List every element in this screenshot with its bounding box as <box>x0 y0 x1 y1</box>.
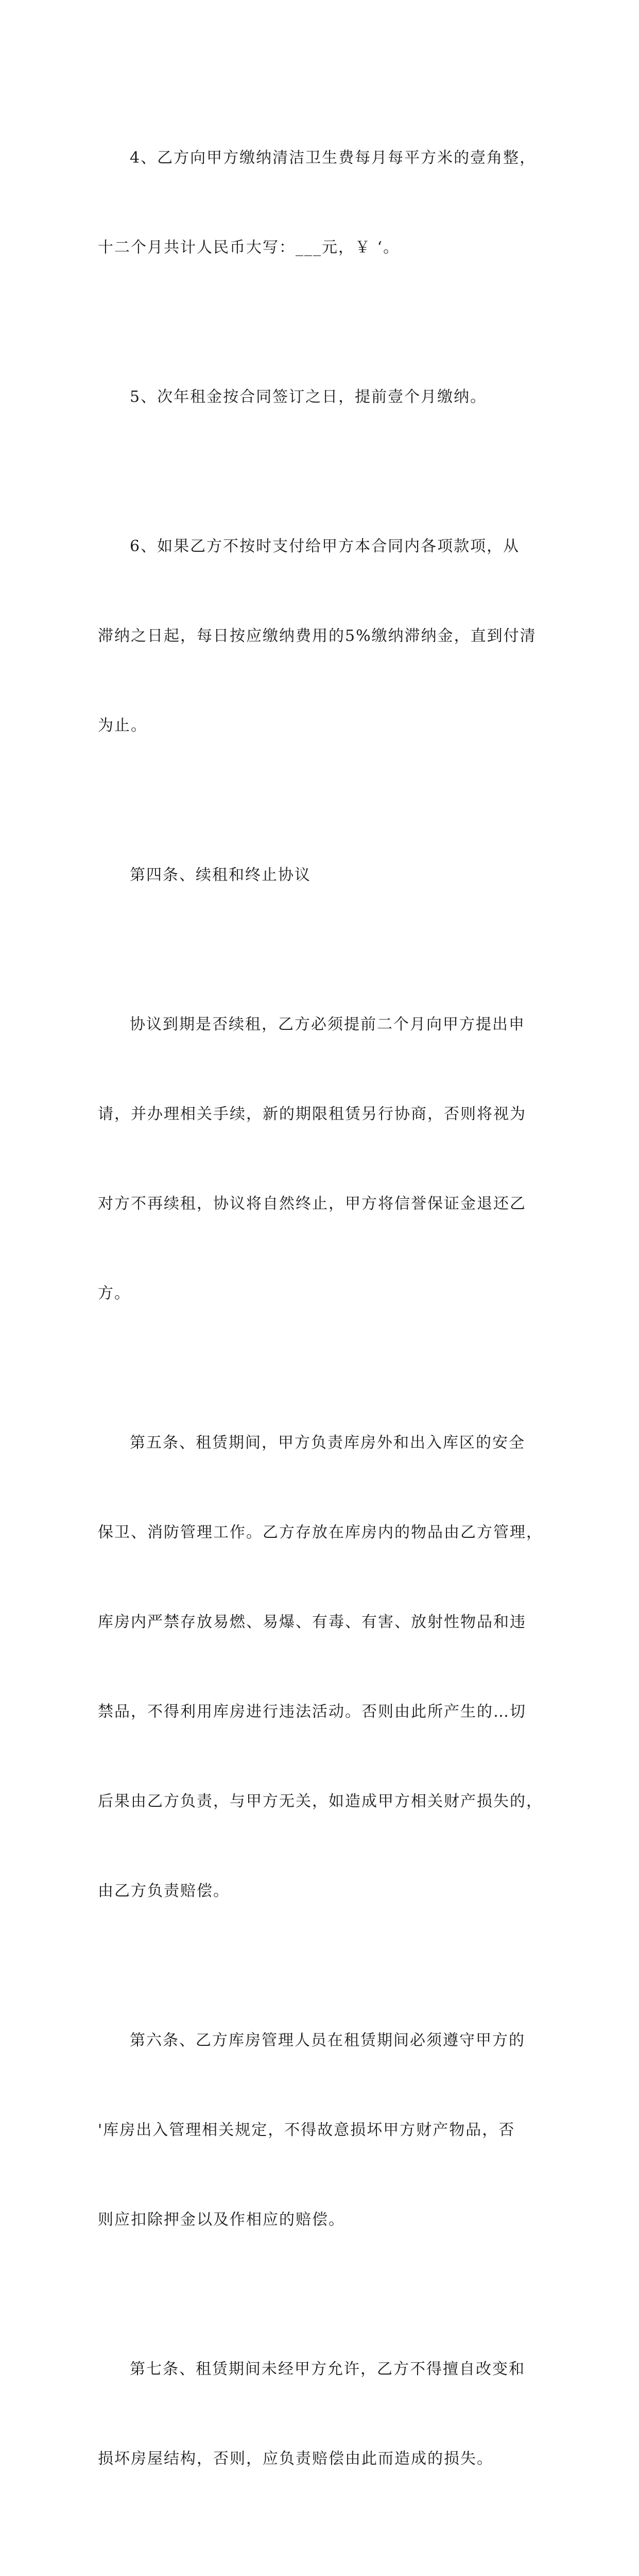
article-5 <box>98 1368 546 1966</box>
paragraph-line: 第五条、租赁期间，甲方负责库房外和出入库区的安全 <box>130 1434 525 1452</box>
document-body <box>98 83 546 2576</box>
paragraph-line: 则应扣除押金以及作相应的赔偿。 <box>98 2211 345 2229</box>
article-8 <box>98 2534 546 2576</box>
paragraph-line: 由乙方负责赔偿。 <box>98 1882 230 1900</box>
paragraph-line: 4、乙方向甲方缴纳清洁卫生费每月每平方米的壹角整， <box>130 149 537 167</box>
paragraph-line: 5、次年租金按合同签订之日，提前壹个月缴纳。 <box>130 388 487 406</box>
paragraph-line: 第七条、租赁期间未经甲方允许，乙方不得擅自改变和 <box>130 2360 525 2378</box>
paragraph-item-5 <box>98 323 546 472</box>
paragraph-line: 为止。 <box>98 717 147 735</box>
paragraph-line: 协议到期是否续租，乙方必须提前二个月向甲方提出申 <box>130 1015 525 1033</box>
paragraph-item-6 <box>98 472 546 801</box>
paragraph-line: 库房内严禁存放易燃、易爆、有毒、有害、放射性物品和违 <box>98 1613 526 1631</box>
paragraph-item-4 <box>98 83 546 323</box>
paragraph-line: 请，并办理相关手续，新的期限租赁另行协商，否则将视为 <box>98 1105 526 1123</box>
article-7 <box>98 2295 546 2534</box>
paragraph-line: 禁品，不得利用库房进行违法活动。否则由此所产生的…切 <box>98 1703 526 1721</box>
paragraph-line: 十二个月共计人民币大写：___元，￥ ‘。 <box>98 239 400 257</box>
paragraph-line: 保卫、消防管理工作。乙方存放在库房内的物品由乙方管理， <box>98 1523 543 1541</box>
paragraph-line: 对方不再续租，协议将自然终止，甲方将信誉保证金退还乙 <box>98 1195 526 1213</box>
paragraph-line: 后果由乙方负责，与甲方无关，如造成甲方相关财产损失的， <box>98 1792 543 1810</box>
article-4-heading <box>98 801 546 950</box>
article-6 <box>98 1966 546 2295</box>
paragraph-line: 方。 <box>98 1284 131 1302</box>
paragraph-line: 损坏房屋结构，否则，应负责赔偿由此而造成的损失。 <box>98 2450 493 2468</box>
paragraph-line: 6、如果乙方不按时支付给甲方本合同内各项款项，从 <box>130 537 520 555</box>
paragraph-line: 滞纳之日起，每日按应缴纳费用的5%缴纳滞纳金，直到付清 <box>98 627 537 645</box>
article-4-body <box>98 950 546 1368</box>
paragraph-line: '库房出入管理相关规定，不得故意损坏甲方财产物品，否 <box>98 2121 515 2139</box>
paragraph-line: 第六条、乙方库房管理人员在租赁期间必须遵守甲方的 <box>130 2031 525 2049</box>
paragraph-line: 第四条、续租和终止协议 <box>130 866 311 884</box>
